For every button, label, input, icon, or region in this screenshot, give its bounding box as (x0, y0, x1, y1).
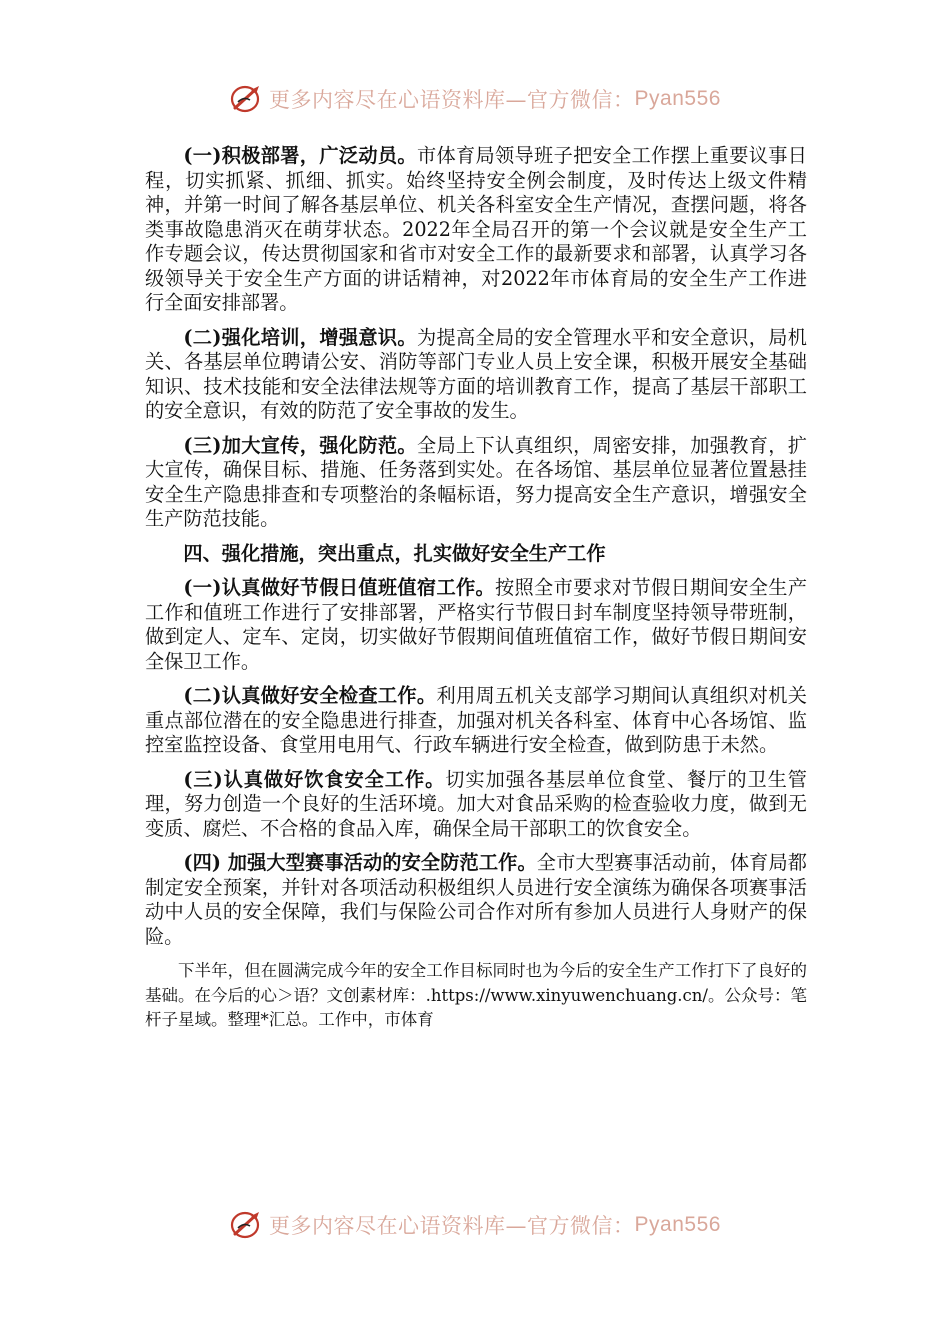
paragraph-5 (145, 684, 807, 758)
watermark-top (0, 84, 950, 119)
paragraph-lead: (二)认真做好安全检查工作。 (183, 684, 437, 707)
paragraph-lead: (二)强化培训，增强意识。 (183, 325, 417, 349)
paragraph-6 (145, 768, 807, 842)
paragraph-2 (145, 326, 807, 424)
watermark-id: Pyan556 (634, 1213, 721, 1236)
closing-paragraph: 下半年，但在圆满完成今年的安全工作目标同时也为今后的安全生产工作打下了良好的基础。在今后的心＞语？文创素材库：.https://www.xinyuwenchuang.cn/。公众号：笔杆子星域。整理*汇总。工作中，市体育 (145, 961, 807, 1029)
paragraph-lead: (三)加大宣传，强化防范。 (183, 433, 417, 457)
paragraph-7 (145, 851, 807, 949)
paragraph-text: 利用周五机关支部学习期间认真组织对机关重点部位潜在的安全隐患进行排查，加强对机关各科室、体育中心各场馆、监控室监控设备、食堂用电用气、行政车辆进行安全检查，做到防患于未然。 (145, 684, 807, 756)
pen-logo-icon (229, 1210, 263, 1240)
section-heading: 四、强化措施，突出重点，扎实做好安全生产工作 (183, 541, 606, 565)
paragraph-lead: (四) 加强大型赛事活动的安全防范工作。 (183, 851, 537, 874)
paragraph-3 (145, 434, 807, 532)
paragraph-text: 全市大型赛事活动前，体育局都制定安全预案，并针对各项活动积极组织人员进行安全演练为确保各项赛事活动中人员的安全保障，我们与保险公司合作对所有参加人员进行人身财产的保险。 (145, 851, 807, 948)
paragraph-text: 切实加强各基层单位食堂、餐厅的卫生管理，努力创造一个良好的生活环境。加大对食品采购的检查验收力度，做到无变质、腐烂、不合格的食品入库，确保全局干部职工的饮食安全。 (145, 767, 807, 840)
watermark-text: 更多内容尽在心语资料库—官方微信： (269, 88, 635, 112)
pen-logo-icon (229, 84, 263, 114)
paragraph-1 (145, 144, 807, 316)
paragraph-text: 按照全市要求对节假日期间安全生产工作和值班工作进行了安排部署，严格实行节假日封车制度坚持领导带班制，做到定人、定车、定岗，切实做好节假期间值班值宿工作，做好节假日期间安全保卫工作。 (145, 576, 808, 673)
watermark-bottom (0, 1210, 950, 1245)
watermark-id: Pyan556 (634, 87, 721, 110)
paragraph-text: 为提高全局的安全管理水平和安全意识，局机关、各基层单位聘请公安、消防等部门专业人员上安全课，积极开展安全基础知识、技术技能和安全法律法规等方面的培训教育工作，提高了基层干部职工的安全意识，有效的防范了安全事故的发生。 (145, 325, 807, 422)
watermark-text: 更多内容尽在心语资料库—官方微信： (269, 1214, 635, 1238)
paragraph-lead: (一)认真做好节假日值班值宿工作。 (183, 576, 496, 599)
paragraph-4 (145, 576, 807, 674)
document-body (145, 144, 807, 1033)
paragraph-lead: (三)认真做好饮食安全工作。 (183, 767, 446, 791)
paragraph-lead: (一)积极部署，广泛动员。 (183, 144, 417, 167)
paragraph-text: 市体育局领导班子把安全工作摆上重要议事日程，切实抓紧、抓细、抓实。始终坚持安全例会制度，及时传达上级文件精神，并第一时间了解各基层单位、机关各科室安全生产情况，查摆问题，将各类事故隐患消灭在萌芽状态。2022年全局召开的第一个会议就是安全生产工作专题会议，传达贯彻国家和省市对安全工作的最新要求和部署，认真学习各级领导关于安全生产方面的讲话精神，对2022年市体育局的安全生产工作进行全面安排部署。 (145, 144, 807, 314)
paragraph-text: 全局上下认真组织，周密安排，加强教育，扩大宣传，确保目标、措施、任务落到实处。在各场馆、基层单位显著位置悬挂安全生产隐患排查和专项整治的条幅标语，努力提高安全生产意识，增强安全生产防范技能。 (145, 433, 807, 530)
